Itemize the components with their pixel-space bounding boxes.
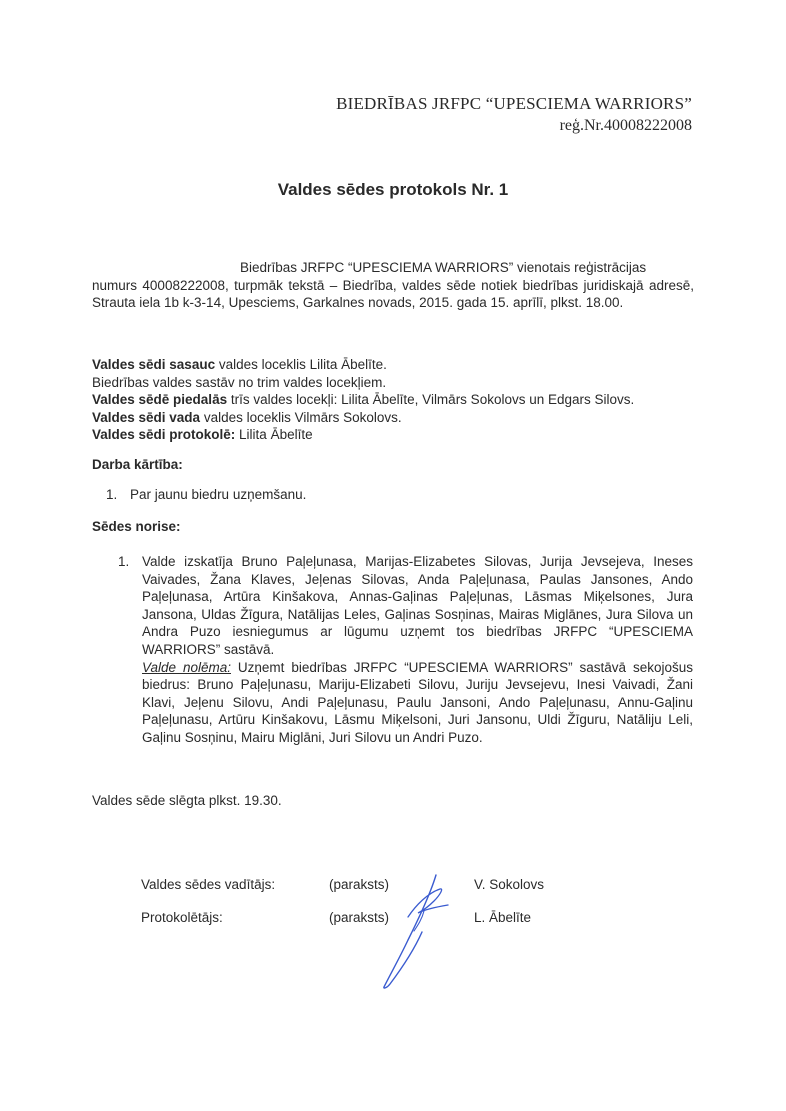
signature-name: L. Ābelīte xyxy=(474,910,532,925)
info-line xyxy=(92,356,702,374)
resolution xyxy=(142,659,693,747)
proceedings-item-text: Valde izskatīja Bruno Paļeļunasa, Marijas-Elizabetes Silovas, Jurija Jevsejeva, Ineses Vaivades, Žana Klaves, Jeļenas Silovas, Anda Paļeļunasa, Paulas Jansones, Ando Paļeļunasa, Artūra Kinšakova, Annas-Gaļinas Paļeļunas, Lāsmas Miķelsones, Jura Jansona, Uldas Žīgura, Natālijas Leles, Gaļinas Sosņinas, Mairas Miglānes, Jura Silova un Andra Puzo iesniegumus ar lūgumu uzņemt tos biedrības JRFPC “UPESCIEMA WARRIORS” sastāvā. xyxy=(142,554,693,657)
intro-first-line: Biedrības JRFPC “UPESCIEMA WARRIORS” vienotais reģistrācijas xyxy=(240,260,647,275)
agenda-title: Darba kārtība: xyxy=(92,457,183,472)
info-label: Valdes sēdi protokolē: xyxy=(92,427,236,443)
info-label: Valdes sēdē piedalās xyxy=(92,392,228,408)
proceedings-title: Sēdes norise: xyxy=(92,519,181,534)
signature-placeholder: (paraksts) xyxy=(329,877,390,892)
signature-name: V. Sokolovs xyxy=(474,877,545,892)
signature-placeholder: (paraksts) xyxy=(329,910,390,925)
signature-stroke xyxy=(408,889,448,917)
info-label: Valdes sēdi sasauc xyxy=(92,357,216,372)
intro-rest: numurs 40008222008, turpmāk tekstā – Biedrība, valdes sēde notiek biedrības juridiskajā adresē, Strauta iela 1b k-3-14, Upesciems, Garkalnes novads, 2015. gada 15. aprīlī, plkst. 18.00. xyxy=(92,277,694,311)
signature-role: Protokolētājs: xyxy=(141,910,223,925)
signature-stroke xyxy=(414,911,424,931)
organization-header: BIEDRĪBAS JRFPC “UPESCIEMA WARRIORS” xyxy=(336,94,692,113)
handwritten-signature xyxy=(378,865,458,995)
info-text: Biedrības valdes sastāv no trim valdes locekļiem. xyxy=(92,374,387,390)
info-line xyxy=(92,391,702,409)
signature-stroke xyxy=(384,875,436,988)
resolution-text: Uzņemt biedrības JRFPC “UPESCIEMA WARRIORS” sastāvā sekojošus biedrus: Bruno Paļeļunasu, Mariju-Elizabeti Silovu, Juriju Jevsejevu, Inesi Vaivadi, Žani Klavi, Jeļenu Silovu, Andi Paļeļunasu, Paulu Jansoni, Ando Paļeļunasu, Annu-Gaļinu Paļeļunasu, Artūru Kinšakovu, Lāsmu Miķelsoni, Juri Jansonu, Uldi Žīguru, Natāliju Leli, Gaļinu Sosņinu, Mairu Miglāni, Juri Silovu un Andri Puzo. xyxy=(142,659,694,745)
info-line xyxy=(92,374,702,392)
proceedings-item-body xyxy=(142,553,693,747)
registration-number: reģ.Nr.40008222008 xyxy=(559,117,692,134)
agenda-item xyxy=(106,487,306,502)
info-text: valdes loceklis Lilita Ābelīte. xyxy=(215,357,387,372)
info-label: Valdes sēdi vada xyxy=(92,409,201,425)
signature-role: Valdes sēdes vadītājs: xyxy=(141,877,276,892)
resolution-label: Valde nolēma: xyxy=(142,659,231,675)
info-line xyxy=(92,409,702,427)
meeting-info xyxy=(92,356,702,444)
agenda-item-number: 1. xyxy=(106,487,118,502)
agenda-item-text: Par jaunu biedru uzņemšanu. xyxy=(130,487,307,502)
info-text: trīs valdes locekļi: Lilita Ābelīte, Vilmārs Sokolovs un Edgars Silovs. xyxy=(227,392,635,408)
intro-paragraph xyxy=(92,259,694,312)
document-title: Valdes sēdes protokols Nr. 1 xyxy=(277,180,509,199)
info-line xyxy=(92,426,702,444)
info-text: Lilita Ābelīte xyxy=(235,427,313,443)
info-text: valdes loceklis Vilmārs Sokolovs. xyxy=(200,409,402,425)
closing-statement: Valdes sēde slēgta plkst. 19.30. xyxy=(92,793,282,808)
proceedings-item xyxy=(118,553,693,747)
proceedings-item-number: 1. xyxy=(118,554,130,569)
